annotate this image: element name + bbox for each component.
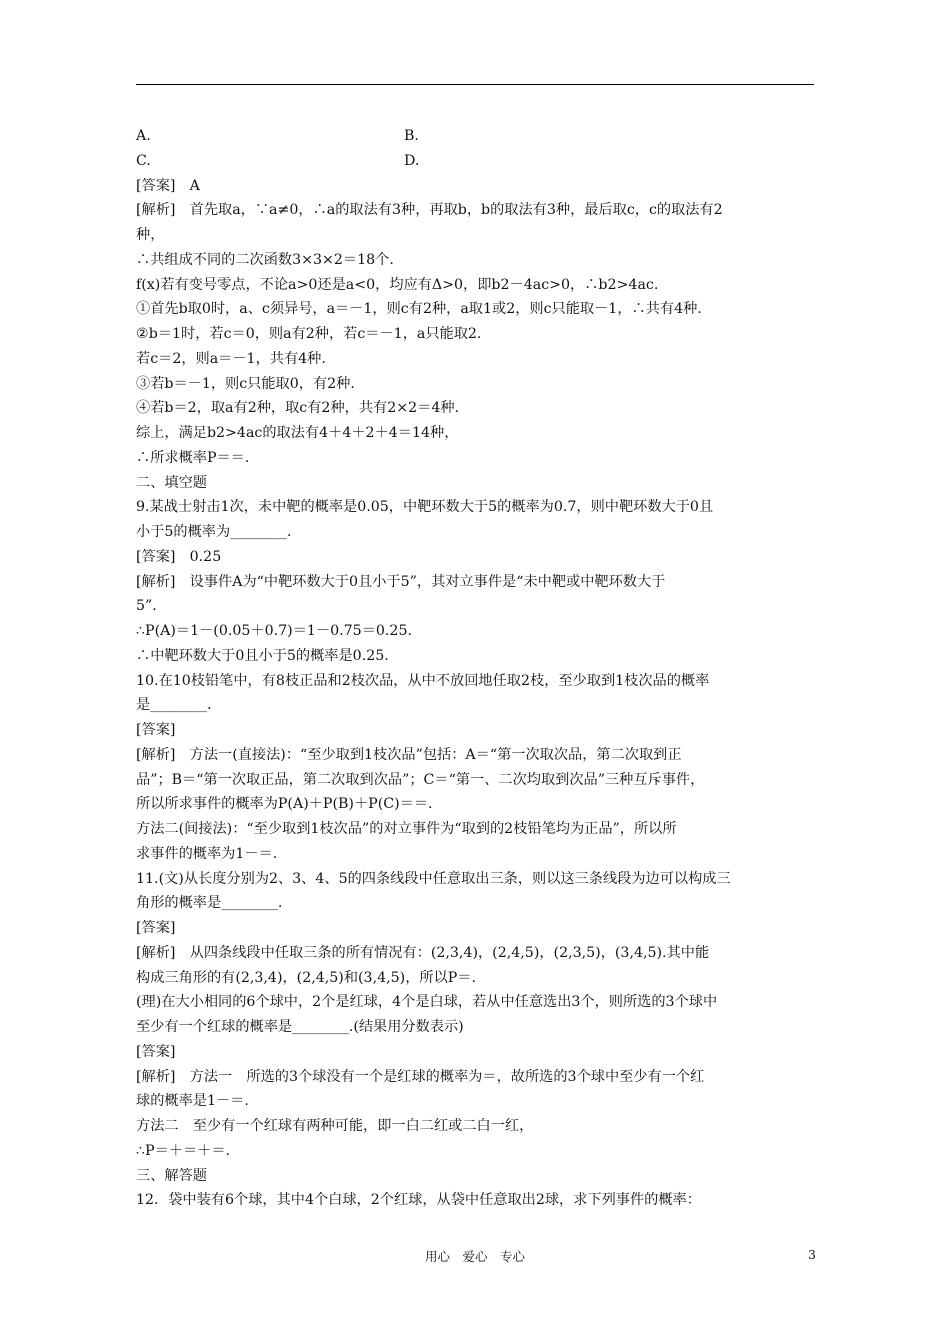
- text-line: ④若b＝2，取a有2种，取c有2种，共有2×2＝4种.: [136, 400, 460, 417]
- text-line: 至少有一个红球的概率是________.(结果用分数表示): [136, 1019, 464, 1035]
- text-line: 球的概率是1－＝.: [136, 1093, 249, 1110]
- text-line: [解析] 设事件A为“中靶环数大于0且小于5”，其对立事件是“未中靶或中靶环数大于: [136, 573, 666, 590]
- text-line: [解析] 方法一 所选的3个球没有一个是红球的概率为＝，故所选的3个球中至少有一个红: [136, 1068, 705, 1085]
- text-line: [答案] 0.25: [136, 548, 222, 565]
- text-line: ∴所求概率P＝＝.: [136, 449, 250, 466]
- text-line: ②b＝1时，若c＝0，则a有2种，若c＝－1，a只能取2.: [136, 326, 482, 342]
- text-line: 品”；B＝“第一次取正品，第二次取到次品”；C＝“第一、二次均取到次品”三种互斥事件，: [136, 771, 705, 788]
- text-lines: [136, 174, 816, 1214]
- text-line: 构成三角形的有(2,3,4)，(2,4,5)和(3,4,5)，所以P＝.: [136, 969, 477, 986]
- text-line: 综上，满足b2>4ac的取法有4＋4＋2＋4＝14种，: [136, 425, 459, 441]
- option-d: D.: [404, 152, 420, 169]
- text-line: f(x)若有变号零点，不论a>0还是a<0，均应有Δ>0，即b2－4ac>0，∴b2>4ac.: [136, 276, 659, 293]
- text-line: 方法二(间接法)：“至少取到1枝次品”的对立事件为“取到的2枝铅笔均为正品”，所以所: [136, 821, 677, 837]
- text-line: ∴P(A)＝1－(0.05＋0.7)＝1－0.75＝0.25.: [136, 623, 412, 639]
- text-line: ③若b＝－1，则c只能取0，有2种.: [136, 375, 355, 392]
- document-body: [136, 124, 816, 1213]
- text-line: [答案] A: [136, 177, 200, 194]
- text-line: 种，: [136, 227, 165, 243]
- text-line: [答案]: [136, 1043, 176, 1060]
- text-line: 方法二 至少有一个红球有两种可能，即一白二红或二白一红，: [136, 1118, 534, 1134]
- text-line: ①首先b取0时，a、c须异号，a＝－1，则c有2种，a取1或2，则c只能取－1，∴共有4种.: [136, 301, 702, 318]
- text-line: 是________.: [136, 697, 212, 714]
- text-line: 小于5的概率为________.: [136, 524, 292, 540]
- text-line: [解析] 首先取a，∵a≠0，∴a的取法有3种，再取b，b的取法有3种，最后取c，c的取法有2: [136, 202, 723, 219]
- text-line: 12．袋中装有6个球，其中4个白球，2个红球，从袋中任意取出2球，求下列事件的概率：: [136, 1192, 701, 1209]
- text-line: 若c＝2，则a＝－1，共有4种.: [136, 350, 326, 367]
- text-line: [答案]: [136, 920, 176, 936]
- text-line: 求事件的概率为1－＝.: [136, 845, 278, 862]
- page-number: 3: [808, 1247, 816, 1262]
- text-line: 角形的概率是________.: [136, 895, 283, 912]
- option-b: B.: [404, 128, 419, 144]
- text-line: 10.在10枝铅笔中，有8枝正品和2枝次品，从中不放回地任取2枝，至少取到1枝次品的概率: [136, 672, 710, 689]
- text-line: 所以所求事件的概率为P(A)＋P(B)＋P(C)＝＝.: [136, 796, 433, 813]
- option-c: C.: [136, 152, 151, 169]
- text-line: 三、解答题: [136, 1167, 207, 1184]
- text-line: [答案]: [136, 722, 176, 738]
- text-line: 9.某战士射击1次，未中靶的概率是0.05，中靶环数大于5的概率为0.7，则中靶环数大于0且: [136, 499, 714, 516]
- text-line: ∴中靶环数大于0且小于5的概率是0.25.: [136, 647, 389, 664]
- text-line: ∴P＝＋＝＋＝.: [136, 1142, 231, 1159]
- text-line: [解析] 从四条线段中任取三条的所有情况有：(2,3,4)，(2,4,5)，(2,3,5)，(3,4,5).其中能: [136, 944, 710, 961]
- text-line: 11.(文)从长度分别为2、3、4、5的四条线段中任意取出三条，则以这三条线段为边可以构成三: [136, 870, 731, 887]
- text-line: [解析] 方法一(直接法)：“至少取到1枝次品”包括：A＝“第一次取次品，第二次取到正: [136, 746, 682, 763]
- header-rule: [136, 84, 814, 85]
- text-line: (理)在大小相同的6个球中，2个是红球，4个是白球，若从中任意选出3个，则所选的3个球中: [136, 994, 718, 1011]
- option-a: A.: [136, 128, 151, 144]
- options-row-ab: [136, 124, 816, 149]
- text-line: 二、填空题: [136, 474, 207, 491]
- options-row-cd: [136, 149, 816, 174]
- text-line: 5”.: [136, 598, 157, 615]
- footer-text: 用心 爱心 专心: [424, 1249, 525, 1264]
- text-line: ∴共组成不同的二次函数3×3×2＝18个.: [136, 251, 394, 268]
